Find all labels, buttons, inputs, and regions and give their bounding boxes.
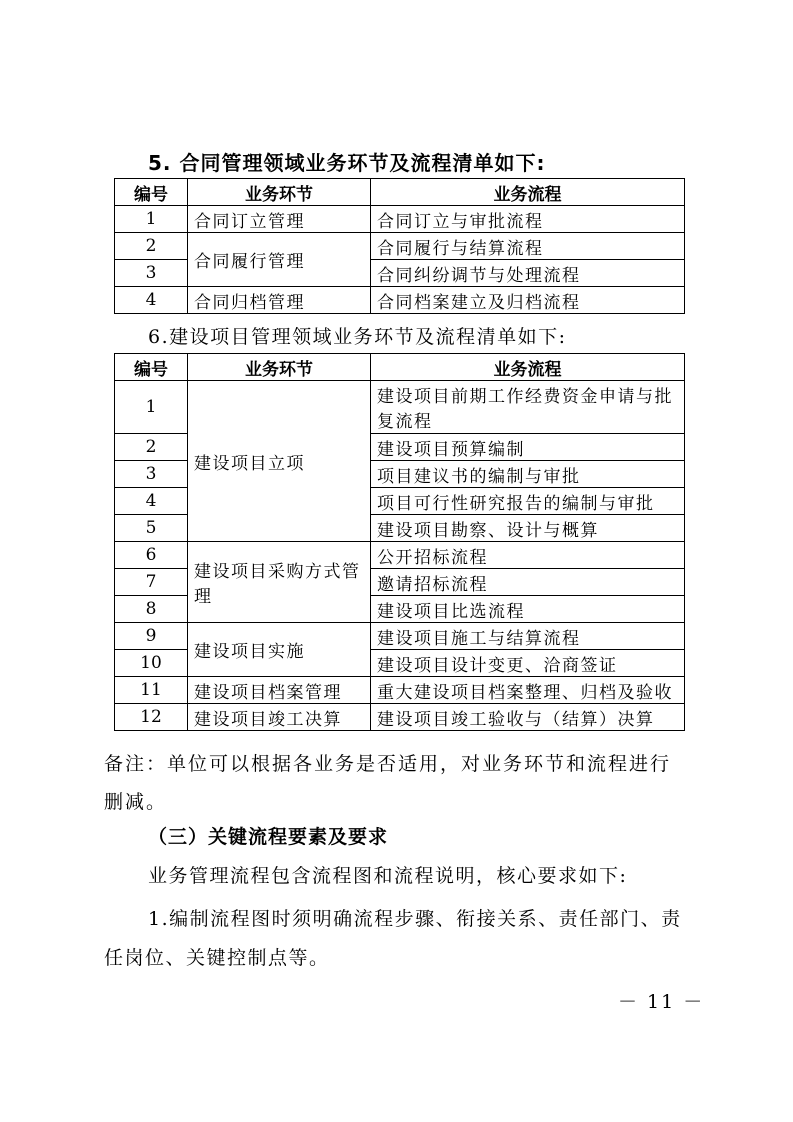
row-number: 3 (115, 461, 188, 488)
row-link: 合同归档管理 (188, 287, 371, 314)
requirement-paragraph: 1.编制流程图时须明确流程步骤、衔接关系、责任部门、责任岗位、关键控制点等。 (104, 908, 682, 969)
row-link: 合同订立管理 (188, 206, 371, 233)
row-flow: 建设项目设计变更、洽商签证 (371, 650, 685, 677)
row-flow: 建设项目竣工验收与（结算）决算 (371, 704, 685, 731)
row-link: 合同履行管理 (188, 233, 371, 287)
header-business-link: 业务环节 (188, 179, 371, 206)
table-header-row (115, 179, 685, 206)
row-number: 4 (115, 488, 188, 515)
remark-note: 备注：单位可以根据各业务是否适用，对业务环节和流程进行删减。 (104, 753, 672, 813)
table-row (115, 381, 685, 434)
row-flow: 项目可行性研究报告的编制与审批 (371, 488, 685, 515)
intro-paragraph: 业务管理流程包含流程图和流程说明，核心要求如下: (148, 865, 628, 887)
row-number: 9 (115, 623, 188, 650)
table-header-row (115, 354, 685, 381)
row-number: 3 (115, 260, 188, 287)
row-flow: 建设项目预算编制 (371, 434, 685, 461)
table-row (115, 287, 685, 314)
row-number: 5 (115, 515, 188, 542)
row-number: 1 (115, 206, 188, 233)
header-business-flow: 业务流程 (371, 179, 685, 206)
page-number: － 11 － (618, 991, 705, 1013)
row-number: 4 (115, 287, 188, 314)
row-number: 8 (115, 596, 188, 623)
row-number: 1 (115, 381, 188, 434)
row-flow: 合同纠纷调节与处理流程 (371, 260, 685, 287)
table-row (115, 542, 685, 569)
row-link: 建设项目竣工决算 (188, 704, 371, 731)
row-flow: 建设项目施工与结算流程 (371, 623, 685, 650)
row-flow: 建设项目勘察、设计与概算 (371, 515, 685, 542)
row-link: 建设项目采购方式管理 (188, 542, 371, 623)
header-business-flow: 业务流程 (371, 354, 685, 381)
row-number: 7 (115, 569, 188, 596)
contract-section-heading: 5. 合同管理领域业务环节及流程清单如下: (148, 151, 546, 175)
row-flow: 项目建议书的编制与审批 (371, 461, 685, 488)
table-row (115, 206, 685, 233)
row-number: 2 (115, 434, 188, 461)
table-row (115, 704, 685, 731)
table-row (115, 623, 685, 650)
row-number: 2 (115, 233, 188, 260)
row-number: 12 (115, 704, 188, 731)
row-flow: 邀请招标流程 (371, 569, 685, 596)
contract-process-table (114, 178, 685, 314)
construction-section-heading: 6.建设项目管理领域业务环节及流程清单如下: (148, 326, 567, 348)
section-three-title: （三）关键流程要素及要求 (148, 826, 389, 848)
header-number: 编号 (115, 354, 188, 381)
row-link: 建设项目实施 (188, 623, 371, 677)
row-flow: 建设项目比选流程 (371, 596, 685, 623)
row-link: 建设项目档案管理 (188, 677, 371, 704)
row-number: 6 (115, 542, 188, 569)
row-flow: 重大建设项目档案整理、归档及验收 (371, 677, 685, 704)
row-flow: 合同履行与结算流程 (371, 233, 685, 260)
row-flow: 公开招标流程 (371, 542, 685, 569)
row-link: 建设项目立项 (188, 381, 371, 542)
header-business-link: 业务环节 (188, 354, 371, 381)
table-row (115, 233, 685, 260)
header-number: 编号 (115, 179, 188, 206)
table-row (115, 677, 685, 704)
row-flow: 合同订立与审批流程 (371, 206, 685, 233)
row-number: 10 (115, 650, 188, 677)
row-flow: 建设项目前期工作经费资金申请与批复流程 (371, 381, 685, 434)
row-number: 11 (115, 677, 188, 704)
construction-process-table (114, 353, 685, 731)
row-flow: 合同档案建立及归档流程 (371, 287, 685, 314)
